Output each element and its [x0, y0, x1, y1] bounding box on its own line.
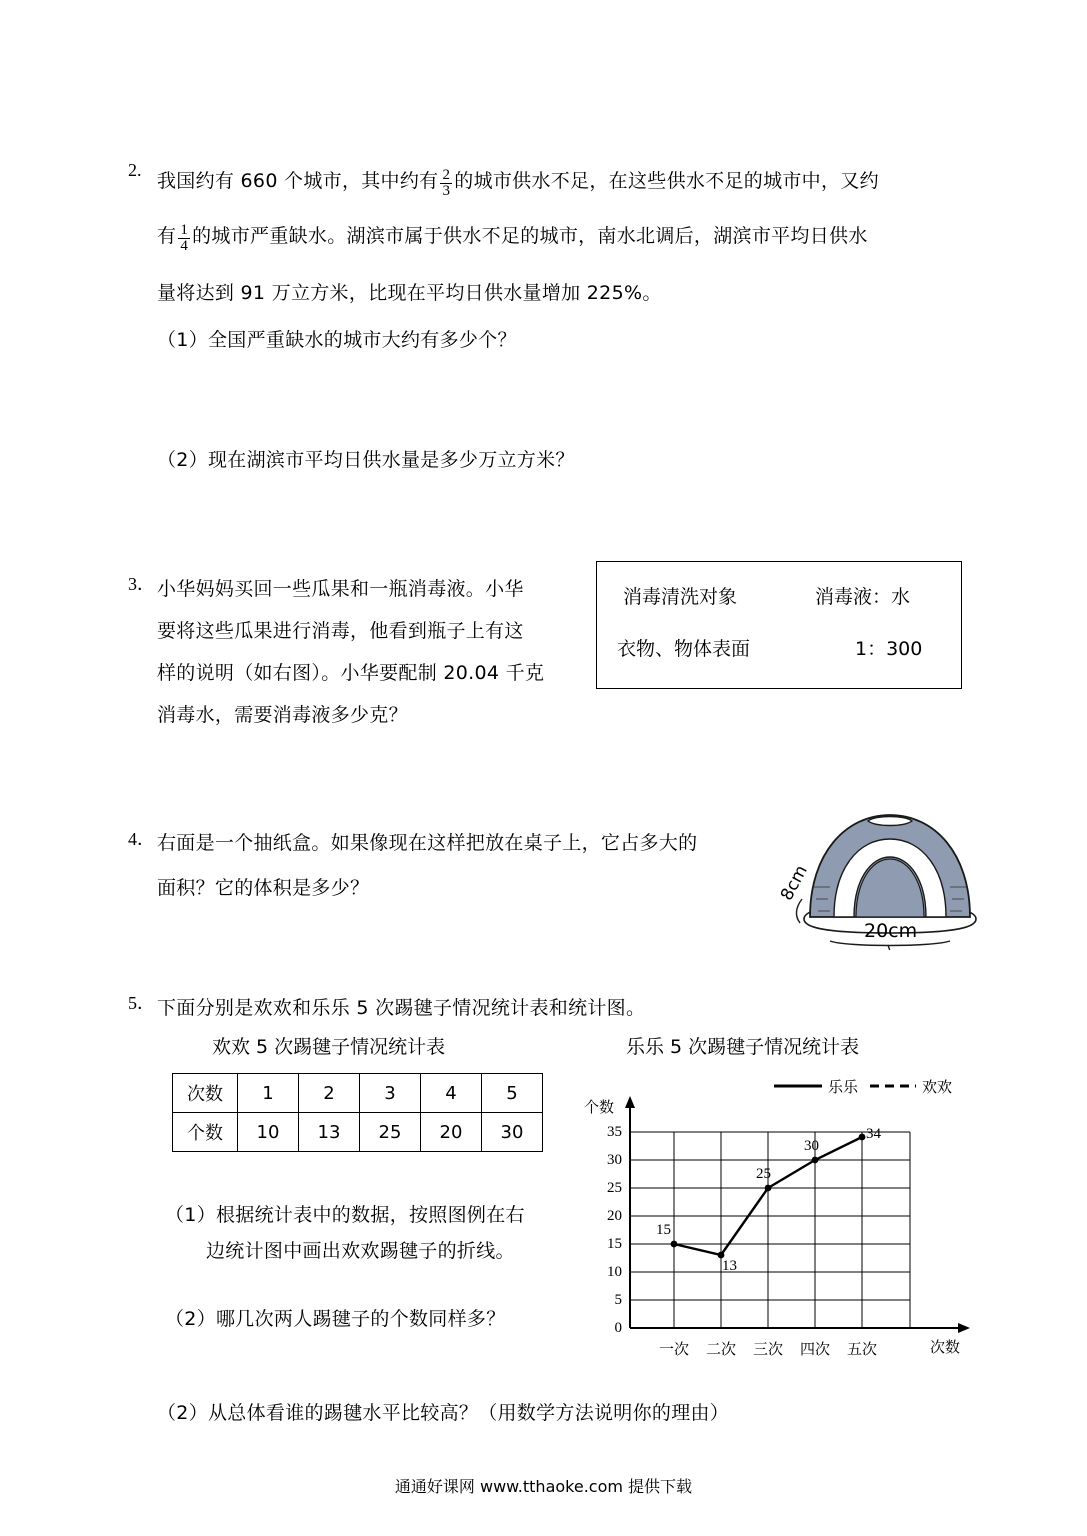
fraction-denominator: 4: [180, 238, 189, 255]
data-point-label: 30: [804, 1138, 819, 1154]
y-axis-arrow: [625, 1096, 635, 1108]
x-tick-label: 三次: [752, 1340, 783, 1358]
table-cell: 10: [238, 1113, 299, 1152]
huanhuan-statistics-table: [172, 1073, 543, 1152]
table-cell: 30: [482, 1113, 543, 1152]
problem-4-line-2: 面积？它的体积是多少？: [157, 877, 370, 899]
problem-5-number: 5．: [128, 993, 155, 1013]
legend-label-lele: 乐乐: [828, 1078, 859, 1096]
table-title: 欢欢 5 次踢毽子情况统计表: [212, 1036, 446, 1058]
y-tick-label: 10: [607, 1264, 622, 1280]
x-tick-label: 一次: [658, 1340, 689, 1358]
fraction-numerator: 2: [442, 166, 451, 183]
table-row: [173, 1074, 543, 1113]
box-head-right: 消毒液：水: [815, 586, 911, 608]
fraction-denominator: 3: [442, 183, 451, 200]
problem-2-line-2-text-a: 有: [157, 225, 177, 247]
data-point-label: 15: [656, 1222, 671, 1238]
y-axis-title: 个数: [584, 1098, 615, 1116]
y-tick-label: 25: [607, 1180, 622, 1196]
x-tick-label: 四次: [799, 1340, 830, 1358]
problem-5-question-3: （2）从总体看谁的踢毽水平比较高？（用数学方法说明你的理由）: [157, 1402, 730, 1424]
table-cell: 2: [299, 1074, 360, 1113]
x-tick-label: 五次: [846, 1340, 877, 1358]
tissue-box-illustration: [776, 795, 990, 950]
problem-5-question-1-line-2: 边统计图中画出欢欢踢毽子的折线。: [206, 1240, 515, 1262]
problem-4-line-1: 右面是一个抽纸盒。如果像现在这样把放在桌子上，它占多大的: [157, 832, 698, 854]
problem-2-number: 2.: [128, 160, 142, 180]
table-row-header-count: 个数: [173, 1113, 238, 1152]
problem-2-question-1: （1）全国严重缺水的城市大约有多少个？: [157, 329, 517, 351]
problem-3-line-1: 小华妈妈买回一些瓜果和一瓶消毒液。小华: [157, 578, 524, 600]
table-cell: 13: [299, 1113, 360, 1152]
table-cell: 3: [360, 1074, 421, 1113]
y-tick-label: 35: [607, 1124, 622, 1140]
problem-2-question-2: （2）现在湖滨市平均日供水量是多少万立方米？: [157, 449, 575, 471]
box-row-left: 衣物、物体表面: [617, 638, 751, 660]
problem-3-line-4: 消毒水，需要消毒液多少克？: [157, 704, 408, 726]
table-cell: 4: [421, 1074, 482, 1113]
table-row: [173, 1113, 543, 1152]
y-tick-label: 0: [614, 1320, 622, 1336]
problem-3-number: 3．: [128, 574, 155, 594]
table-cell: 5: [482, 1074, 543, 1113]
data-point-label: 34: [866, 1126, 881, 1142]
y-tick-label: 5: [614, 1292, 622, 1308]
lele-line-chart: [578, 1068, 998, 1358]
fraction-numerator: 1: [180, 221, 189, 238]
footer-credit: 通通好课网 www.tthaoke.com 提供下载: [394, 1477, 693, 1496]
problem-2-line-2: [157, 213, 868, 259]
problem-3-line-3: 样的说明（如右图）。小华要配制 20.04 千克: [157, 662, 545, 684]
chart-title: 乐乐 5 次踢毽子情况统计表: [626, 1036, 860, 1058]
fraction-two-thirds: [440, 168, 452, 201]
box-head-left: 消毒清洗对象: [623, 586, 738, 608]
line-chart-svg: [578, 1068, 998, 1358]
x-axis-title: 次数: [930, 1338, 961, 1356]
problem-2-line-2-text-b: 的城市严重缺水。湖滨市属于供水不足的城市，南水北调后，湖滨市平均日供水: [192, 225, 868, 247]
problem-3-line-2: 要将这些瓜果进行消毒，他看到瓶子上有这: [157, 620, 524, 642]
y-tick-label: 15: [607, 1236, 622, 1252]
table-cell: 1: [238, 1074, 299, 1113]
problem-2-line-1: [157, 158, 879, 204]
box-row-right: 1：300: [855, 638, 923, 660]
problem-2-line-1-text-a: 我国约有 660 个城市，其中约有: [157, 170, 439, 192]
problem-5-intro: 下面分别是欢欢和乐乐 5 次踢毽子情况统计表和统计图。: [157, 997, 646, 1019]
problem-5-question-1-line-1: （1）根据统计表中的数据，按照图例在右: [165, 1204, 525, 1226]
table-cell: 25: [360, 1113, 421, 1152]
data-point-label: 25: [756, 1166, 771, 1182]
data-point-label: 13: [722, 1258, 737, 1274]
y-tick-label: 30: [607, 1152, 622, 1168]
x-axis-arrow: [958, 1323, 970, 1333]
table-cell: 20: [421, 1113, 482, 1152]
problem-5-question-2: （2）哪几次两人踢毽子的个数同样多？: [165, 1308, 506, 1330]
disinfectant-instruction-box: [596, 561, 962, 689]
fraction-one-fourth: [178, 223, 190, 256]
problem-2-line-3: 量将达到 91 万立方米，比现在平均日供水量增加 225%。: [157, 282, 662, 304]
table-row-header-count-index: 次数: [173, 1074, 238, 1113]
tissue-box-height-label: 8cm: [776, 862, 812, 904]
problem-2-line-1-text-b: 的城市供水不足，在这些供水不足的城市中，又约: [454, 170, 879, 192]
x-tick-label: 二次: [705, 1340, 736, 1358]
tissue-box-width-label: 20cm: [864, 920, 918, 942]
legend-label-huanhuan: 欢欢: [922, 1078, 953, 1096]
y-tick-label: 20: [607, 1208, 622, 1224]
problem-4-number: 4．: [128, 829, 155, 849]
